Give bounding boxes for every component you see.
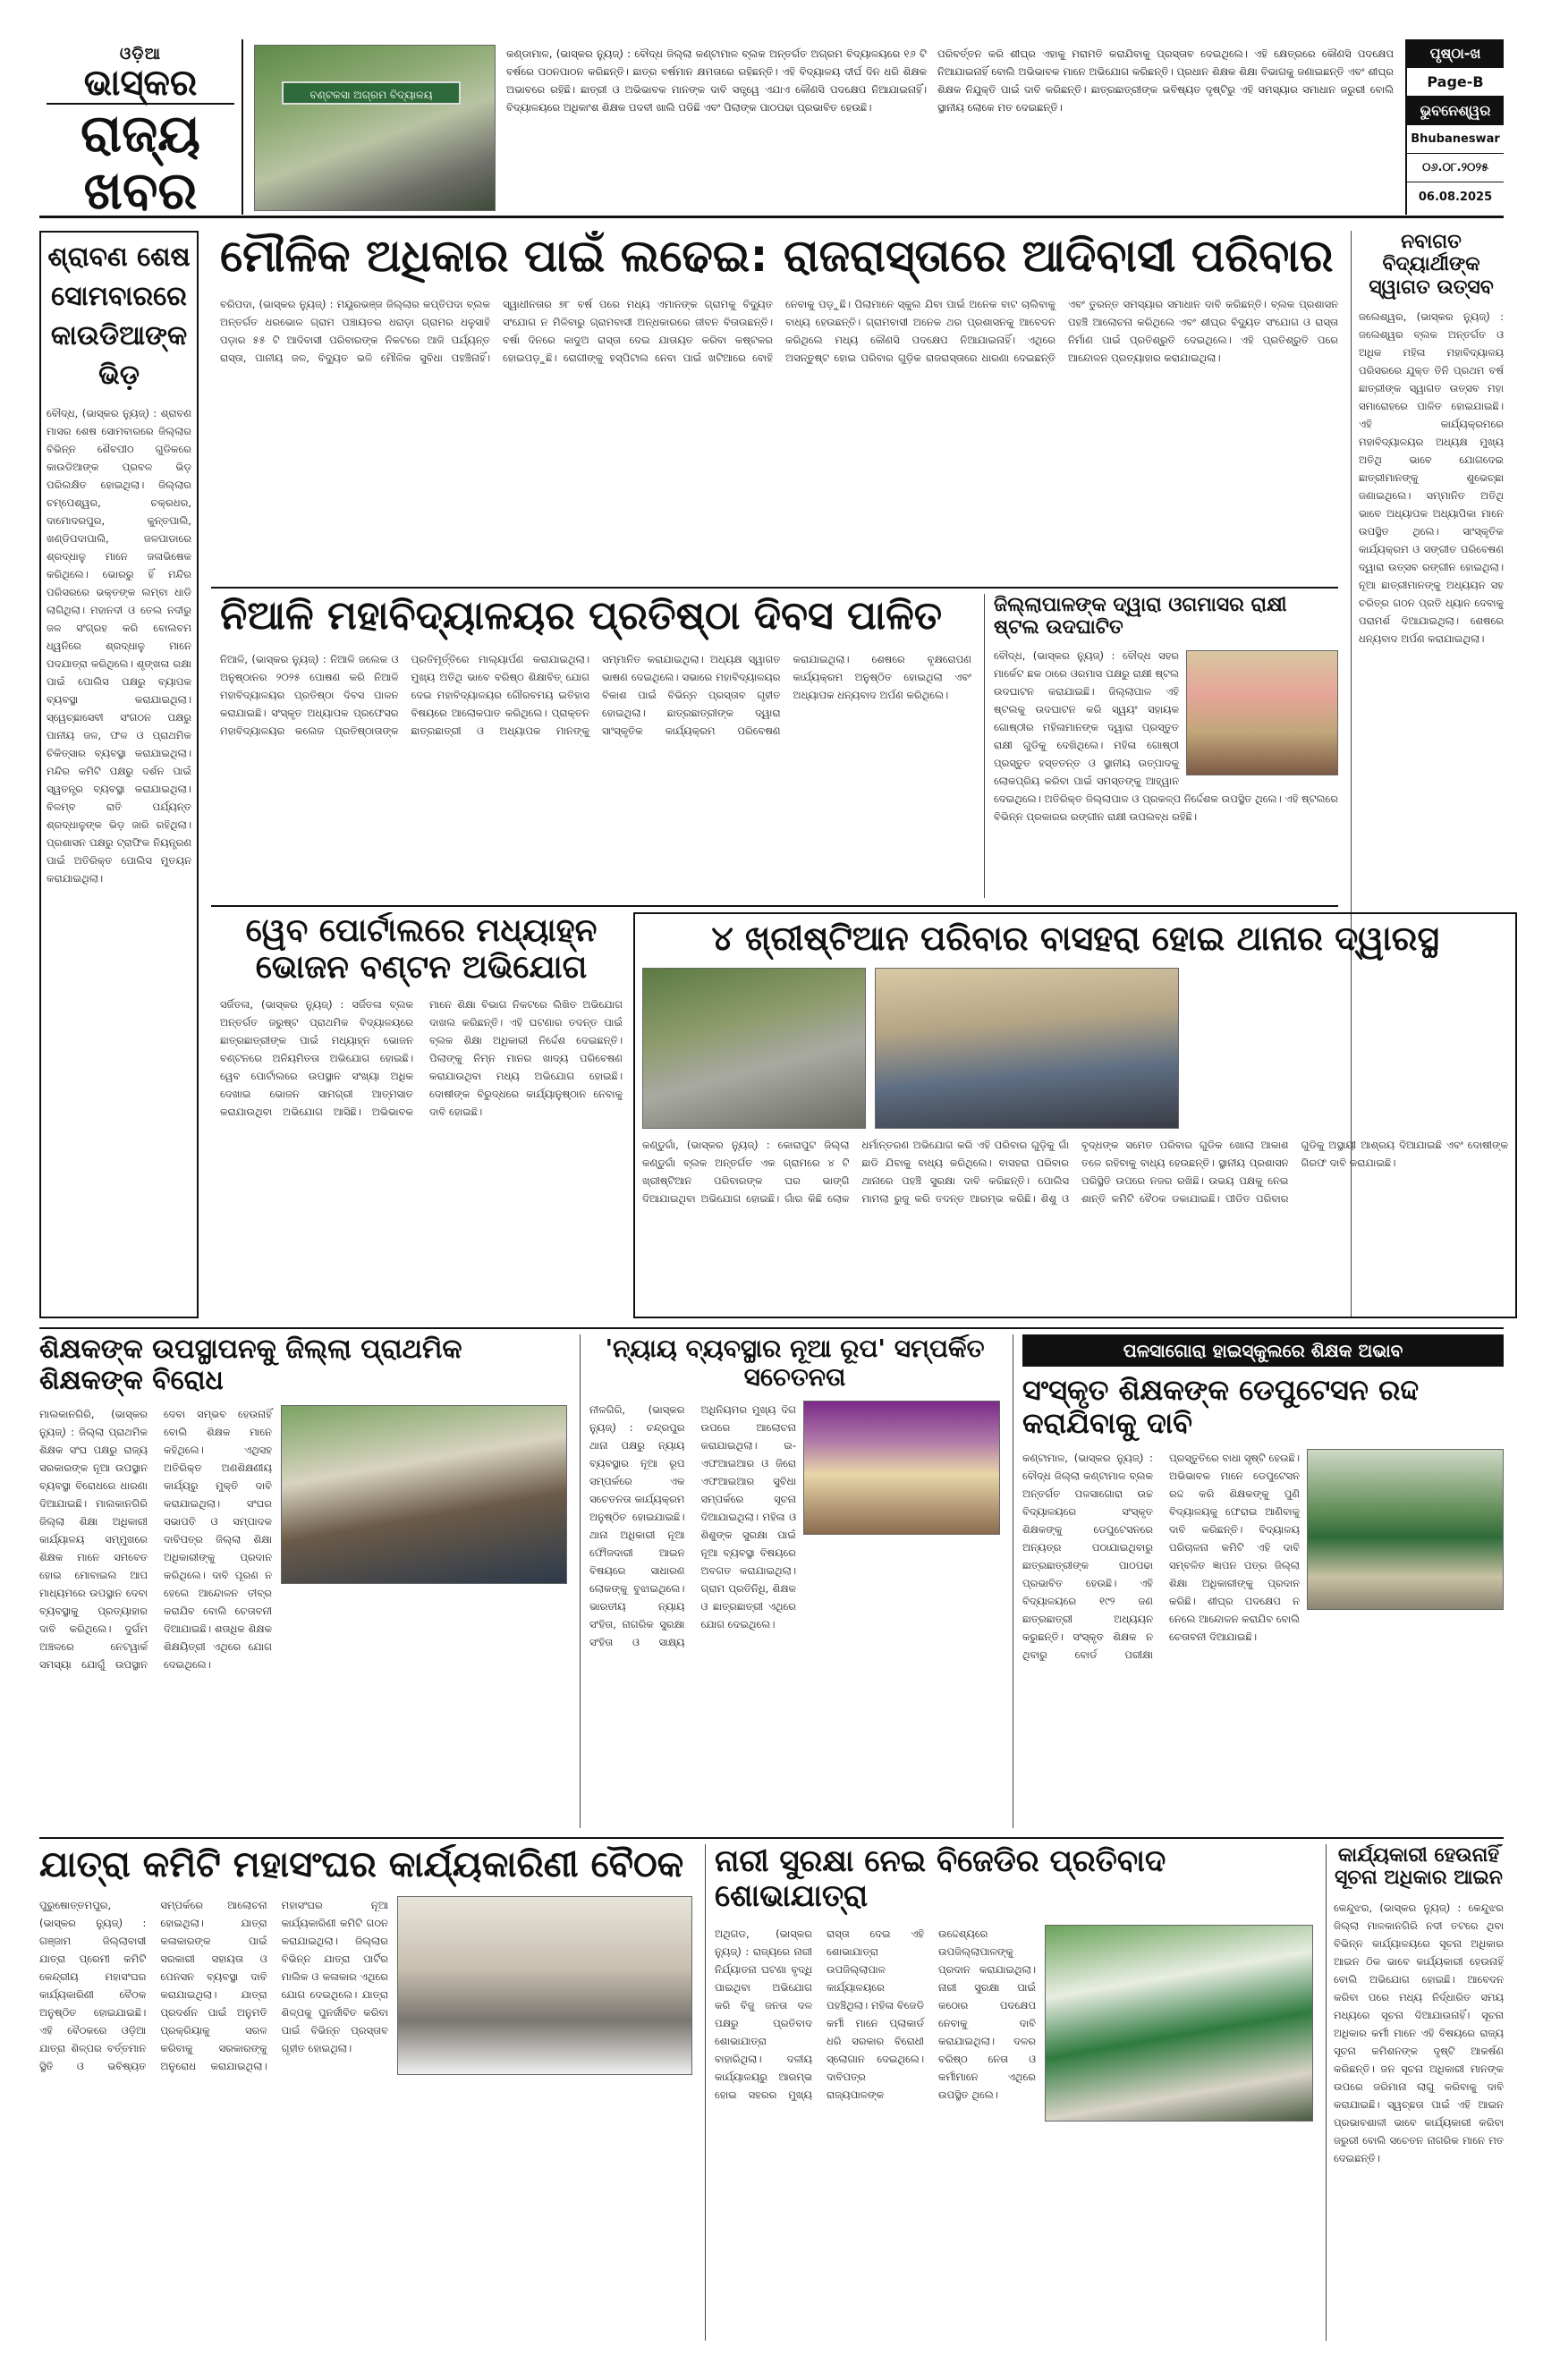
- police-station-photo: [875, 968, 1179, 1129]
- teachers-protest-photo: [281, 1405, 567, 1584]
- headline-rti: କାର୍ଯ୍ୟକାରୀ ହେଉନାହିଁ ସୂଚନା ଅଧିକାର ଆଇନ: [1335, 1844, 1503, 1890]
- body-sravan: ବୌଦ୍ଧ, (ଭାସ୍କର ନ୍ୟୁଜ୍) : ଶ୍ରାବଣ ମାସର ଶେଷ ସୋମବାରରେ ଜିଲ୍ଲାର ବିଭିନ୍ନ ଶୈବପୀଠ ଗୁଡିକରେ କାଉଡିଆଙ୍କ ପ୍ରବଳ ଭିଡ଼ ପରିଲକ୍ଷିତ ହୋଇଥିଲା। ଜିଲ୍ଲାର ଚମ୍ପେଶ୍ୱର, ଚକ୍ରଧର, ଦାମୋଦରପୁର, କୁନ୍ତପାଲି, ଖଣ୍ଡିପଦାପାଲି, ଜଳପାଡାରେ ଶ୍ରଦ୍ଧାଳୁ ମାନେ ଜଳାଭିଷେକ କରିଥିଲେ। ଭୋରରୁ ହିଁ ମନ୍ଦିର ପରିସରରେ ଭକ୍ତଙ୍କ ଲମ୍ବା ଧାଡି ଲାଗିଥିଲା। ମହାନଦୀ ଓ ତେଲ ନଦୀରୁ ଜଳ ସଂଗ୍ରହ କରି ବୋଲବମ ଧ୍ୱନିରେ ଶ୍ରଦ୍ଧାଳୁ ମାନେ ପଦଯାତ୍ରା କରିଥିଲେ। ଶୃଙ୍ଖଳା ରକ୍ଷା ପାଇଁ ପୋଲିସ ପକ୍ଷରୁ ବ୍ୟାପକ ବ୍ୟବସ୍ଥା କରାଯାଇଥିଲା। ସ୍ୱେଚ୍ଛାସେବୀ ସଂଗଠନ ପକ୍ଷରୁ ପାନୀୟ ଜଳ, ଫଳ ଓ ପ୍ରାଥମିକ ଚିକିତ୍ସାର ବ୍ୟବସ୍ଥା କରାଯାଇଥିଲା। ମନ୍ଦିର କମିଟି ପକ୍ଷରୁ ଦର୍ଶନ ପାଇଁ ସ୍ୱତନ୍ତ୍ର ବ୍ୟବସ୍ଥା କରାଯାଇଥିଲା। ବିଳମ୍ବ ରାତି ପର୍ଯ୍ୟନ୍ତ ଶ୍ରଦ୍ଧାଳୁଙ୍କ ଭିଡ଼ ଜାରି ରହିଥିଲା। ପ୍ରଶାସନ ପକ୍ଷରୁ ଟ୍ରାଫିକ ନିୟନ୍ତ୍ରଣ ପାଇଁ ଅତିରିକ୍ତ ପୋଲିସ ମୁତୟନ କରାଯାଇଥିଲା।: [47, 407, 191, 885]
- rakhi-stall-photo: [1186, 650, 1338, 775]
- page-label-odia: ପୃଷ୍ଠା-ଖ: [1407, 39, 1504, 68]
- city-english: Bhubaneswar: [1407, 125, 1504, 154]
- awareness-meeting-photo: [803, 1401, 1000, 1535]
- body-sanskrit: କଣ୍ଟାମାଳ, (ଭାସ୍କର ନ୍ୟୁଜ୍) : ବୌଦ୍ଧ ଜିଲ୍ଲା କଣ୍ଟାମାଳ ବ୍ଲକ ଅନ୍ତର୍ଗତ ପଳସାଗୋରା ଉଚ୍ଚ ବିଦ୍ୟାଳୟରେ ସଂସ୍କୃତ ଶିକ୍ଷକଙ୍କୁ ଡେପୁଟେସନରେ ଅନ୍ୟତ୍ର ପଠାଯାଇଥିବାରୁ ଛାତ୍ରଛାତ୍ରୀଙ୍କ ପାଠପଢା ପ୍ରଭାବିତ ହେଉଛି। ଏହି ବିଦ୍ୟାଳୟରେ ୧୯୨ ଜଣ ଛାତ୍ରଛାତ୍ରୀ ଅଧ୍ୟୟନ କରୁଛନ୍ତି। ସଂସ୍କୃତ ଶିକ୍ଷକ ନ ଥିବାରୁ ବୋର୍ଡ ପରୀକ୍ଷା ପ୍ରସ୍ତୁତିରେ ବାଧା ସୃଷ୍ଟି ହେଉଛି। ଅଭିଭାବକ ମାନେ ଡେପୁଟେସନ ରଦ୍ଦ କରି ଶିକ୍ଷକଙ୍କୁ ପୁଣି ବିଦ୍ୟାଳୟକୁ ଫେରାଇ ଆଣିବାକୁ ଦାବି କରିଛନ୍ତି। ବିଦ୍ୟାଳୟ ପରିଚାଳନା କମିଟି ଏହି ଦାବି ସମ୍ବଳିତ ଜ୍ଞାପନ ପତ୍ର ଜିଲ୍ଲା ଶିକ୍ଷା ଅଧିକାରୀଙ୍କୁ ପ୍ରଦାନ କରିଛି। ଶୀଘ୍ର ପଦକ୍ଷେପ ନ ନେଲେ ଆନ୍ଦୋଳନ କରାଯିବ ବୋଲି ଚେତାବନୀ ଦିଆଯାଇଛି।: [1022, 1451, 1300, 1661]
- body-justice: ନୀଳଗିରି, (ଭାସ୍କର ନ୍ୟୁଜ୍) : ଚନ୍ଦ୍ରପୁର ଥାନା ପକ୍ଷରୁ ନ୍ୟାୟ ବ୍ୟବସ୍ଥାର ନୂଆ ରୂପ ସମ୍ପର୍କରେ ଏକ ସଚେତନତା କାର୍ଯ୍ୟକ୍ରମ ଅନୁଷ୍ଠିତ ହୋଇଯାଇଛି। ଥାନା ଅଧିକାରୀ ନୂଆ ଫୌଜଦାରୀ ଆଇନ ବିଷୟରେ ସାଧାରଣ ଲୋକଙ୍କୁ ବୁଝାଇଥିଲେ। ଭାରତୀୟ ନ୍ୟାୟ ସଂହିତା, ନାଗରିକ ସୁରକ୍ଷା ସଂହିତା ଓ ସାକ୍ଷ୍ୟ ଅଧିନିୟମର ମୁଖ୍ୟ ଦିଗ ଉପରେ ଆଲୋଚନା କରାଯାଇଥିଲା। ଇ-ଏଫଆଇଆର ଓ ଜିରୋ ଏଫଆଇଆର ସୁବିଧା ସମ୍ପର୍କରେ ସୂଚନା ଦିଆଯାଇଥିଲା। ମହିଳା ଓ ଶିଶୁଙ୍କ ସୁରକ୍ଷା ପାଇଁ ନୂଆ ବ୍ୟବସ୍ଥା ବିଷୟରେ ଅବଗତ କରାଯାଇଥିଲା। ଗ୍ରାମ ପ୍ରତିନିଧି, ଶିକ୍ଷକ ଓ ଛାତ୍ରଛାତ୍ରୀ ଏଥିରେ ଯୋଗ ଦେଇଥିଲେ।: [589, 1403, 796, 1649]
- headline-sanskrit: ସଂସ୍କୃତ ଶିକ୍ଷକଙ୍କ ଡେପୁଟେସନ ରଦ୍ଦ କରାଯିବାକୁ ଦାବି: [1022, 1373, 1420, 1440]
- lead-story-col1: କଣ୍ଡାମାଳ, (ଭାସ୍କର ନ୍ୟୁଜ୍) : ବୌଦ୍ଧ ଜିଲ୍ଲା କଣ୍ଟାମାଳ ବ୍ଲକ ଅନ୍ତର୍ଗତ ଅଗ୍ରମ ବିଦ୍ୟାଳୟରେ ୧୬ ଟି ବର୍ଷରେ ପଠନପାଠନ କରିଛନ୍ତି। ଛାତ୍ର ବର୍ଷମାନ କ୍ଷମତାରେ ରହିଛନ୍ତି। ଏହି ବିଦ୍ୟାଳୟ ଦୀର୍ଘ ଦିନ ଧରି ଶିକ୍ଷକ ଅଭାବରେ ରହିଛି। ଛାତ୍ରୀ ଓ ଅଭିଭାବକ ମାନଙ୍କ ଦାବି ସତ୍ତ୍ୱେ ଏଯାଏ କୌଣସି ପଦକ୍ଷେପ ନିଆଯାଇନାହିଁ। ବିଦ୍ୟାଳୟରେ ଅଧିକାଂଶ ଶିକ୍ଷକ ପଦବୀ ଖାଲି ପଡିଛି ଏବଂ ପିଲାଙ୍କ ପାଠପଢା ପ୍ରଭାବିତ ହେଉଛି।: [506, 47, 927, 114]
- demolished-house-photo: [642, 968, 866, 1129]
- headline-college: ନିଆଳି ମହାବିଦ୍ୟାଳୟର ପ୍ରତିଷ୍ଠା ଦିବସ ପାଳିତ: [220, 594, 943, 639]
- headline-jatra: ଯାତ୍ରା କମିଟି ମହାସଂଘର କାର୍ଯ୍ୟକାରିଣୀ ବୈଠକ: [39, 1844, 684, 1885]
- headline-tribal: ମୌଳିକ ଅଧିକାର ପାଇଁ ଲଢେଇ: ରାଜରାସ୍ତାରେ ଆଦିବାସୀ ପରିବାର: [220, 231, 1334, 282]
- school-gate-photo-2: [1307, 1449, 1504, 1610]
- masthead: [39, 39, 1504, 221]
- story-sanskrit: [1013, 1334, 1504, 1828]
- body-jatra: ପୁରୁଷୋତ୍ତମପୁର, (ଭାସ୍କର ନ୍ୟୁଜ୍) : ଗଞ୍ଜାମ ଜିଲ୍ଲାବାସୀ ଯାତ୍ରା ପ୍ରେମୀ କମିଟି କେନ୍ଦ୍ରୀୟ ମହାସଂଘର କାର୍ଯ୍ୟକାରିଣୀ ବୈଠକ ଅନୁଷ୍ଠିତ ହୋଇଯାଇଛି। ଏହି ବୈଠକରେ ଓଡ଼ିଆ ଯାତ୍ରା ଶିଳ୍ପର ବର୍ତ୍ତମାନ ସ୍ଥିତି ଓ ଭବିଷ୍ୟତ ସମ୍ପର୍କରେ ଆଲୋଚନା ହୋଇଥିଲା। ଯାତ୍ରା କଳାକାରଙ୍କ ପାଇଁ ସରକାରୀ ସହାୟତା ଓ ପେନସନ ବ୍ୟବସ୍ଥା ଦାବି କରାଯାଇଥିଲା। ଯାତ୍ରା ପ୍ରଦର୍ଶନ ପାଇଁ ଅନୁମତି ପ୍ରକ୍ରିୟାକୁ ସରଳ କରିବାକୁ ସରକାରଙ୍କୁ ଅନୁରୋଧ କରାଯାଇଥିଲା। ମହାସଂଘର ନୂଆ କାର୍ଯ୍ୟକାରିଣୀ କମିଟି ଗଠନ କରାଯାଇଥିଲା। ଜିଲ୍ଲାର ବିଭିନ୍ନ ଯାତ୍ରା ପାର୍ଟିର ମାଲିକ ଓ କଳାକାର ଏଥିରେ ଯୋଗ ଦେଇଥିଲେ। ଯାତ୍ରା ଶିଳ୍ପକୁ ପୁନର୍ଜୀବିତ କରିବା ପାଇଁ ବିଭିନ୍ନ ପ୍ରସ୍ତାବ ଗୃହୀତ ହୋଇଥିଲା।: [39, 1899, 388, 2072]
- body-christian: କଣ୍ଡୁଗାଁ, (ଭାସ୍କର ନ୍ୟୁଜ୍) : କୋରାପୁଟ ଜିଲ୍ଲା କଣ୍ଡୁଗାଁ ବ୍ଲକ ଅନ୍ତର୍ଗତ ଏକ ଗ୍ରାମରେ ୪ ଟି ଖ୍ରୀଷ୍ଟିଆନ ପରିବାରଙ୍କ ଘର ଭାଙ୍ଗି ଦିଆଯାଇଥିବା ଅଭିଯୋଗ ହୋଇଛି। ଗାଁର କିଛି ଲୋକ ଧର୍ମାନ୍ତରଣ ଅଭିଯୋଗ କରି ଏହି ପରିବାର ଗୁଡ଼ିକୁ ଗାଁ ଛାଡି ଯିବାକୁ ବାଧ୍ୟ କରିଥିଲେ। ବାସହରା ପରିବାର ଥାନାରେ ପହଞ୍ଚି ସୁରକ୍ଷା ଦାବି କରିଛନ୍ତି। ପୋଲିସ ମାମଲା ରୁଜୁ କରି ତଦନ୍ତ ଆରମ୍ଭ କରିଛି। ଶିଶୁ ଓ ବୃଦ୍ଧଙ୍କ ସମେତ ପରିବାର ଗୁଡିକ ଖୋଲା ଆକାଶ ତଳେ ରହିବାକୁ ବାଧ୍ୟ ହେଉଛନ୍ତି। ସ୍ଥାନୀୟ ପ୍ରଶାସନ ପରିସ୍ଥିତି ଉପରେ ନଜର ରଖିଛି। ଉଭୟ ପକ୍ଷକୁ ନେଇ ଶାନ୍ତି କମିଟି ବୈଠକ ଡକାଯାଇଛି। ପୀଡିତ ପରିବାର ଗୁଡିକୁ ଅସ୍ଥାୟୀ ଆଶ୍ରୟ ଦିଆଯାଇଛି ଏବଂ ଦୋଷୀଙ୍କ ଗିରଫ ଦାବି କରାଯାଇଛି।: [642, 1138, 1508, 1205]
- brand-name: ଭାସ୍କର: [47, 64, 234, 105]
- photo-signboard: ବଣ୍ଟକସା ଅଗ୍ରମ ବିଦ୍ୟାଳୟ: [282, 81, 461, 105]
- story-college: [211, 594, 971, 898]
- body-college: ନିଆଳି, (ଭାସ୍କର ନ୍ୟୁଜ୍) : ନିଆଳି ଜଲେକ ଓ ଅନୁଷ୍ଠାନର ୨୦୨୫ ପୋଷଣ କରି ନିଆଳି ମହାବିଦ୍ୟାଳୟର ପ୍ରତିଷ୍ଠା ଦିବସ ପାଳନ କରାଯାଇଛି। ସଂସ୍କୃତ ଅଧ୍ୟାପକ ପ୍ରଫେସର ମହାବିଦ୍ୟାଳୟର କଲେଜ ପ୍ରତିଷ୍ଠାତାଙ୍କ ପ୍ରତିମୂର୍ତ୍ତିରେ ମାଲ୍ୟାର୍ପଣ କରାଯାଇଥିଲା। ମୁଖ୍ୟ ଅତିଥି ଭାବେ ବରିଷ୍ଠ ଶିକ୍ଷାବିତ୍ ଯୋଗ ଦେଇ ମହାବିଦ୍ୟାଳୟର ଗୌରବମୟ ଇତିହାସ ବିଷୟରେ ଆଲୋକପାତ କରିଥିଲେ। ପ୍ରାକ୍ତନ ଛାତ୍ରଛାତ୍ରୀ ଓ ଅଧ୍ୟାପକ ମାନଙ୍କୁ ସମ୍ମାନିତ କରାଯାଇଥିଲା। ଅଧ୍ୟକ୍ଷ ସ୍ୱାଗତ ଭାଷଣ ଦେଇଥିଲେ। ସଭାରେ ମହାବିଦ୍ୟାଳୟର ବିକାଶ ପାଇଁ ବିଭିନ୍ନ ପ୍ରସ୍ତାବ ଗୃହୀତ ହୋଇଥିଲା। ଛାତ୍ରଛାତ୍ରୀଙ୍କ ଦ୍ୱାରା ସାଂସ୍କୃତିକ କାର୍ଯ୍ୟକ୍ରମ ପରିବେଷଣ କରାଯାଇଥିଲା। ଶେଷରେ ବୃକ୍ଷରୋପଣ କାର୍ଯ୍ୟକ୍ରମ ଅନୁଷ୍ଠିତ ହୋଇଥିଲା ଏବଂ ଅଧ୍ୟାପକ ଧନ୍ୟବାଦ ଅର୍ପଣ କରିଥିଲେ।: [220, 652, 971, 737]
- headline-teachers: ଶିକ୍ଷକଙ୍କ ଉପସ୍ଥାପନକୁ ଜିଲ୍ଲା ପ୍ରାଥମିକ ଶିକ୍ଷକଙ୍କ ବିରୋଧ: [39, 1334, 462, 1396]
- story-rti: [1326, 1844, 1504, 2341]
- section-title-line1: ରାଜ୍ୟ: [80, 103, 201, 164]
- jatra-meeting-photo: [397, 1896, 692, 2075]
- story-tribal: [211, 231, 1338, 580]
- divider: [39, 1327, 1504, 1329]
- body-teachers: ମାଲକାନଗିରି, (ଭାସ୍କର ନ୍ୟୁଜ୍) : ଜିଲ୍ଲା ପ୍ରାଥମିକ ଶିକ୍ଷକ ସଂଘ ପକ୍ଷରୁ ରାଜ୍ୟ ସରକାରଙ୍କ ନୂଆ ଉପସ୍ଥାନ ବ୍ୟବସ୍ଥା ବିରୋଧରେ ଧାରଣା ଦିଆଯାଇଛି। ମାଲକାନଗିରି ଜିଲ୍ଲା ଶିକ୍ଷା ଅଧିକାରୀ କାର୍ଯ୍ୟାଳୟ ସମ୍ମୁଖରେ ଶିକ୍ଷକ ମାନେ ସମବେତ ହୋଇ ମୋବାଇଲ ଆପ ମାଧ୍ୟମରେ ଉପସ୍ଥାନ ଦେବା ବ୍ୟବସ୍ଥାକୁ ପ୍ରତ୍ୟାହାର ଦାବି କରିଥିଲେ। ଦୁର୍ଗମ ଅଞ୍ଚଳରେ ନେଟୱାର୍କ ସମସ୍ୟା ଯୋଗୁଁ ଉପସ୍ଥାନ ଦେବା ସମ୍ଭବ ହେଉନାହିଁ ବୋଲି ଶିକ୍ଷକ ମାନେ କହିଥିଲେ। ଏଥିସହ ଅତିରିକ୍ତ ଅଣଶିକ୍ଷଣୀୟ କାର୍ଯ୍ୟରୁ ମୁକ୍ତି ଦାବି କରାଯାଇଥିଲା। ସଂଘର ସଭାପତି ଓ ସମ୍ପାଦକ ଦାବିପତ୍ର ଜିଲ୍ଲା ଶିକ୍ଷା ଅଧିକାରୀଙ୍କୁ ପ୍ରଦାନ କରିଥିଲେ। ଦାବି ପୂରଣ ନ ହେଲେ ଆନ୍ଦୋଳନ ତୀବ୍ର କରାଯିବ ବୋଲି ଚେତାବନୀ ଦିଆଯାଇଛି। ଶତାଧିକ ଶିକ୍ଷକ ଶିକ୍ଷୟିତ୍ରୀ ଏଥିରେ ଯୋଗ ଦେଇଥିଲେ।: [39, 1408, 272, 1671]
- body-tribal: ବରିପଦା, (ଭାସ୍କର ନ୍ୟୁଜ୍) : ମୟୂରଭଞ୍ଜ ଜିଲ୍ଲାର କପ୍ତିପଦା ବ୍ଲକ ଅନ୍ତର୍ଗତ ଧରଭୋଳ ଗ୍ରାମ ପଞ୍ଚାୟତର ଧରାଡ଼ା ଗ୍ରାମର ଧଳୁସାହି ପଡ଼ାର ୫୫ ଟି ଆଦିବାସୀ ପରିବାରଙ୍କ ନିକଟରେ ଆଜି ପର୍ଯ୍ୟନ୍ତ ରାସ୍ତା, ପାନୀୟ ଜଳ, ବିଦ୍ୟୁତ ଭଳି ମୌଳିକ ସୁବିଧା ପହଞ୍ଚିନାହିଁ। ସ୍ୱାଧୀନତାର ୭୮ ବର୍ଷ ପରେ ମଧ୍ୟ ଏମାନଙ୍କ ଗ୍ରାମକୁ ବିଦ୍ୟୁତ ସଂଯୋଗ ନ ମିଳିବାରୁ ଗ୍ରାମବାସୀ ଅନ୍ଧକାରରେ ଜୀବନ ବିତାଉଛନ୍ତି। ବର୍ଷା ଦିନରେ କାଦୁଅ ରାସ୍ତା ଦେଇ ଯାତାୟତ କରିବା କଷ୍ଟକର ହୋଇପଡ଼ୁଛି। ରୋଗୀଙ୍କୁ ହସ୍ପିଟାଲ ନେବା ପାଇଁ ଖଟିଆରେ ବୋହି ନେବାକୁ ପଡ଼ୁଛି। ପିଲାମାନେ ସ୍କୁଲ ଯିବା ପାଇଁ ଅନେକ ବାଟ ଚାଲିବାକୁ ବାଧ୍ୟ ହେଉଛନ୍ତି। ଗ୍ରାମବାସୀ ଅନେକ ଥର ପ୍ରଶାସନକୁ ଆବେଦନ କରିଥିଲେ ମଧ୍ୟ କୌଣସି ପଦକ୍ଷେପ ନିଆଯାଇନାହିଁ। ଏଥିରେ ଅସନ୍ତୁଷ୍ଟ ହୋଇ ପରିବାର ଗୁଡ଼ିକ ରାଜରାସ୍ତାରେ ଧାରଣା ଦେଇଛନ୍ତି ଏବଂ ତୁରନ୍ତ ସମସ୍ୟାର ସମାଧାନ ଦାବି କରିଛନ୍ତି। ବ୍ଲକ ପ୍ରଶାସନ ପହଞ୍ଚି ଆଲୋଚନା କରିଥିଲେ ଏବଂ ଶୀଘ୍ର ବିଦ୍ୟୁତ ସଂଯୋଗ ଓ ରାସ୍ତା ନିର୍ମାଣ ପାଇଁ ପ୍ରତିଶ୍ରୁତି ଦେଇଥିଲେ। ଏହି ପ୍ରତିଶ୍ରୁତି ପରେ ଆନ୍ଦୋଳନ ପ୍ରତ୍ୟାହାର କରାଯାଇଥିଲା।: [220, 297, 1338, 364]
- body-rakhi: ବୌଦ୍ଧ, (ଭାସ୍କର ନ୍ୟୁଜ୍) : ବୌଦ୍ଧ ସହର ମାର୍କେଟ ଛକ ଠାରେ ଓରମାସ ପକ୍ଷରୁ ରାକ୍ଷୀ ଷ୍ଟଲ ଉଦଘାଟନ କରାଯାଇଛି। ଜିଲ୍ଲାପାଳ ଏହି ଷ୍ଟଲକୁ ଉଦଘାଟନ କରି ସ୍ୱୟଂ ସହାୟକ ଗୋଷ୍ଠୀର ମହିଳାମାନଙ୍କ ଦ୍ୱାରା ପ୍ରସ୍ତୁତ ରାକ୍ଷୀ ଗୁଡିକୁ ଦେଖିଥିଲେ। ମହିଳା ଗୋଷ୍ଠୀ ପ୍ରସ୍ତୁତ ହସ୍ତତନ୍ତ ଓ ସ୍ଥାନୀୟ ଉତ୍ପାଦକୁ ଲୋକପ୍ରିୟ କରିବା ପାଇଁ ସମସ୍ତଙ୍କୁ ଆହ୍ୱାନ ଦେଇଥିଲେ। ଅତିରିକ୍ତ ଜିଲ୍ଲାପାଳ ଓ ପ୍ରକଳ୍ପ ନିର୍ଦ୍ଦେଶକ ଉପସ୍ଥିତ ଥିଲେ। ଏହି ଷ୍ଟଲରେ ବିଭିନ୍ନ ପ୍ରକାରର ରଙ୍ଗୀନ ରାକ୍ଷୀ ଉପଲବ୍ଧ ରହିଛି।: [994, 648, 1338, 823]
- story-justice: [580, 1334, 1000, 1828]
- divider: [211, 587, 1338, 589]
- story-rakhi: [984, 594, 1338, 898]
- city-odia: ଭୁବନେଶ୍ୱର: [1407, 97, 1504, 125]
- body-welcome: ଜଲେଶ୍ୱର, (ଭାସ୍କର ନ୍ୟୁଜ୍) : ଜଲେଶ୍ୱର ବ୍ଲକ ଅନ୍ତର୍ଗତ ଓ ଅଧିକ ମହିଳା ମହାବିଦ୍ୟାଳୟ ପରିସରରେ ଯୁକ୍ତ ତିନି ପ୍ରଥମ ବର୍ଷ ଛାତ୍ରୀଙ୍କ ସ୍ୱାଗତ ଉତ୍ସବ ମହା ସମାରୋହରେ ପାଳିତ ହୋଇଯାଇଛି। ଏହି କାର୍ଯ୍ୟକ୍ରମରେ ମହାବିଦ୍ୟାଳୟର ଅଧ୍ୟକ୍ଷ ମୁଖ୍ୟ ଅତିଥି ଭାବେ ଯୋଗଦେଇ ଛାତ୍ରୀମାନଙ୍କୁ ଶୁଭେଚ୍ଛା ଜଣାଇଥିଲେ। ସମ୍ମାନିତ ଅତିଥି ଭାବେ ଅଧ୍ୟାପକ ଅଧ୍ୟାପିକା ମାନେ ଉପସ୍ଥିତ ଥିଲେ। ସାଂସ୍କୃତିକ କାର୍ଯ୍ୟକ୍ରମ ଓ ସଙ୍ଗୀତ ପରିବେଷଣ ଦ୍ୱାରା ଉତ୍ସବ ରଙ୍ଗୀନ ହୋଇଥିଲା। ନୂଆ ଛାତ୍ରୀମାନଙ୍କୁ ଅଧ୍ୟୟନ ସହ ଚରିତ୍ର ଗଠନ ପ୍ରତି ଧ୍ୟାନ ଦେବାକୁ ପରାମର୍ଶ ଦିଆଯାଇଥିଲା। ଶେଷରେ ଧନ୍ୟବାଦ ଅର୍ପଣ କରାଯାଇଥିଲା।: [1359, 309, 1504, 645]
- page-info-box: [1405, 39, 1504, 215]
- section-title-line2: ଖବର: [83, 160, 198, 221]
- headline-welcome: ନବାଗତ ବିଦ୍ୟାର୍ଥୀଙ୍କ ସ୍ୱାଗତ ଉତ୍ସବ: [1369, 231, 1494, 299]
- story-bjd: [705, 1844, 1313, 2341]
- page-label-english: Page-B: [1407, 68, 1504, 97]
- headline-sravan: ଶ୍ରାବଣ ଶେଷ ସୋମବାରରେ କାଉଡିଆଙ୍କ ଭିଡ଼: [47, 241, 191, 391]
- story-teachers: [39, 1334, 567, 1828]
- story-sravan: [39, 231, 199, 1318]
- photo-row: [642, 968, 1508, 1129]
- date-odia: ୦୬.୦୮.୨୦୨୫: [1407, 154, 1504, 182]
- bjd-rally-photo: [1045, 1925, 1313, 2122]
- body-rti: କେନ୍ଦୁଝର, (ଭାସ୍କର ନ୍ୟୁଜ୍) : କେନ୍ଦୁଝର ଜିଲ୍ଲା ମାଳକାନଗିରି ନଦୀ ତଟରେ ଥିବା ବିଭିନ୍ନ କାର୍ଯ୍ୟାଳୟରେ ସୂଚନା ଅଧିକାର ଆଇନ ଠିକ ଭାବେ କାର୍ଯ୍ୟକାରୀ ହେଉନାହିଁ ବୋଲି ଅଭିଯୋଗ ହୋଇଛି। ଆବେଦନ କରିବା ପରେ ମଧ୍ୟ ନିର୍ଦ୍ଧାରିତ ସମୟ ମଧ୍ୟରେ ସୂଚନା ଦିଆଯାଉନାହିଁ। ସୂଚନା ଅଧିକାର କର୍ମୀ ମାନେ ଏହି ବିଷୟରେ ରାଜ୍ୟ ସୂଚନା କମିଶନଙ୍କ ଦୃଷ୍ଟି ଆକର୍ଷଣ କରିଛନ୍ତି। ଜନ ସୂଚନା ଅଧିକାରୀ ମାନଙ୍କ ଉପରେ ଜରିମାନା ଲାଗୁ କରିବାକୁ ଦାବି କରାଯାଇଛି। ସ୍ୱଚ୍ଛତା ପାଇଁ ଏହି ଆଇନ ପ୍ରଭାବଶାଳୀ ଭାବେ କାର୍ଯ୍ୟକାରୀ କରିବା ଜରୁରୀ ବୋଲି ସଚେତନ ନାଗରିକ ମାନେ ମତ ଦେଇଛନ୍ତି।: [1334, 1901, 1504, 2164]
- brand-small: ଓଡ଼ିଆ: [119, 45, 162, 64]
- body-meal: ସର୍ଜିତଳା, (ଭାସ୍କର ନ୍ୟୁଜ୍) : ସର୍ଜିତଳା ବ୍ଲକ ଅନ୍ତର୍ଗତ ଜରୁଷ୍ଟ ପ୍ରାଥମିକ ବିଦ୍ୟାଳୟରେ ଛାତ୍ରଛାତ୍ରୀଙ୍କ ପାଇଁ ମଧ୍ୟାହ୍ନ ଭୋଜନ ବଣ୍ଟନରେ ଅନିୟମିତତା ଅଭିଯୋଗ ହୋଇଛି। ୱେବ ପୋର୍ଟାଲରେ ଉପସ୍ଥାନ ସଂଖ୍ୟା ଅଧିକ ଦେଖାଇ ଭୋଜନ ସାମଗ୍ରୀ ଆତ୍ମସାତ କରାଯାଉଥିବା ଅଭିଯୋଗ ଆସିଛି। ଅଭିଭାବକ ମାନେ ଶିକ୍ଷା ବିଭାଗ ନିକଟରେ ଲିଖିତ ଅଭିଯୋଗ ଦାଖଲ କରିଛନ୍ତି। ଏହି ଘଟଣାର ତଦନ୍ତ ପାଇଁ ବ୍ଲକ ଶିକ୍ଷା ଅଧିକାରୀ ନିର୍ଦ୍ଦେଶ ଦେଇଛନ୍ତି। ପିଲାଙ୍କୁ ନିମ୍ନ ମାନର ଖାଦ୍ୟ ପରିବେଷଣ କରାଯାଉଥିବା ମଧ୍ୟ ଅଭିଯୋଗ ହୋଇଛି। ଦୋଷୀଙ୍କ ବିରୁଦ୍ଧରେ କାର୍ଯ୍ୟାନୁଷ୍ଠାନ ନେବାକୁ ଦାବି ହୋଇଛି।: [220, 997, 623, 1118]
- headline-justice: 'ନ୍ୟାୟ ବ୍ୟବସ୍ଥାର ନୂଆ ରୂପ' ସମ୍ପର୍କିତ ସଚେତନତା: [605, 1334, 985, 1393]
- lead-story-col2: ପରିବର୍ତ୍ତନ କରି ଶୀଘ୍ର ଏହାକୁ ମରାମତି କରାଯିବାକୁ ପ୍ରସ୍ତାବ ଦେଇଥିଲେ। ଏହି କ୍ଷେତ୍ରରେ କୌଣସି ପଦକ୍ଷେପ ନିଆଯାଇନାହିଁ ବୋଲି ଅଭିଭାବକ ମାନେ ଅଭିଯୋଗ କରିଛନ୍ତି। ପ୍ରଧାନ ଶିକ୍ଷକ ଶିକ୍ଷା ବିଭାଗକୁ ଜଣାଇଛନ୍ତି ଏବଂ ଶୀଘ୍ର ଶିକ୍ଷକ ନିଯୁକ୍ତି ପାଇଁ ଦାବି କରିଛନ୍ତି। ଛାତ୍ରଛାତ୍ରୀଙ୍କ ଭବିଷ୍ୟତ ଦୃଷ୍ଟିରୁ ଏହି ସମସ୍ୟାର ସମାଧାନ ଜରୁରୀ ବୋଲି ସ୍ଥାନୀୟ ଲୋକେ ମତ ଦେଇଛନ୍ତି।: [937, 47, 1394, 114]
- body-bjd: ଅଥିଗଡ, (ଭାସ୍କର ନ୍ୟୁଜ୍) : ରାଜ୍ୟରେ ନାରୀ ନିର୍ଯ୍ୟାତନା ଘଟଣା ବୃଦ୍ଧି ପାଇଥିବା ଅଭିଯୋଗ କରି ବିଜୁ ଜନତା ଦଳ ପକ୍ଷରୁ ପ୍ରତିବାଦ ଶୋଭାଯାତ୍ରା ବାହାରିଥିଲା। ଦଳୀୟ କାର୍ଯ୍ୟାଳୟରୁ ଆରମ୍ଭ ହୋଇ ସହରର ମୁଖ୍ୟ ରାସ୍ତା ଦେଇ ଏହି ଶୋଭାଯାତ୍ରା ଉପଜିଲ୍ଲାପାଳ କାର୍ଯ୍ୟାଳୟରେ ପହଞ୍ଚିଥିଲା। ମହିଳା ବିଜେଡି କର୍ମୀ ମାନେ ପ୍ଲାକାର୍ଡ ଧରି ସରକାର ବିରୋଧୀ ସ୍ଲୋଗାନ ଦେଇଥିଲେ। ଦାବିପତ୍ର ରାଜ୍ୟପାଳଙ୍କ ଉଦ୍ଦେଶ୍ୟରେ ଉପଜିଲ୍ଲାପାଳଙ୍କୁ ପ୍ରଦାନ କରାଯାଇଥିଲା। ନାରୀ ସୁରକ୍ଷା ପାଇଁ କଠୋର ପଦକ୍ଷେପ ନେବାକୁ ଦାବି କରାଯାଇଥିଲା। ଦଳର ବରିଷ୍ଠ ନେତା ଓ କର୍ମୀମାନେ ଏଥିରେ ଉପସ୍ଥିତ ଥିଲେ।: [715, 1927, 1036, 2102]
- date-english: 06.08.2025: [1418, 190, 1493, 204]
- story-jatra: [39, 1844, 692, 2341]
- headline-christian: ୪ ଖ୍ରୀଷ୍ଟିଆନ ପରିବାର ବାସହରା ହୋଇ ଥାନାର ଦ୍ୱାରସ୍ଥ: [711, 919, 1439, 958]
- story-christian: [633, 912, 1517, 1318]
- divider: [211, 905, 1338, 907]
- newspaper-logo: [39, 39, 243, 221]
- story-meal: [211, 912, 623, 1318]
- headline-bjd: ନାରୀ ସୁରକ୍ଷା ନେଇ ବିଜେଡିର ପ୍ରତିବାଦ ଶୋଭାଯାତ୍ରା: [715, 1844, 1166, 1915]
- headline-meal: ୱେବ ପୋର୍ଟାଲରେ ମଧ୍ୟାହ୍ନ ଭୋଜନ ବଣ୍ଟନ ଅଭିଯୋଗ: [245, 912, 598, 987]
- headline-rakhi: ଜିଲ୍ଲାପାଳଙ୍କ ଦ୍ୱାରା ଓଗମାସର ରାକ୍ଷୀ ଷ୍ଟଲ ଉଦଘାଟିତ: [994, 594, 1287, 639]
- divider: [39, 1837, 1504, 1839]
- school-gate-photo: [254, 45, 496, 211]
- newspaper-page: [39, 39, 1508, 2341]
- kicker-sanskrit: ପଳସାଗୋରା ହାଇସ୍କୁଲରେ ଶିକ୍ଷକ ଅଭାବ: [1022, 1334, 1504, 1367]
